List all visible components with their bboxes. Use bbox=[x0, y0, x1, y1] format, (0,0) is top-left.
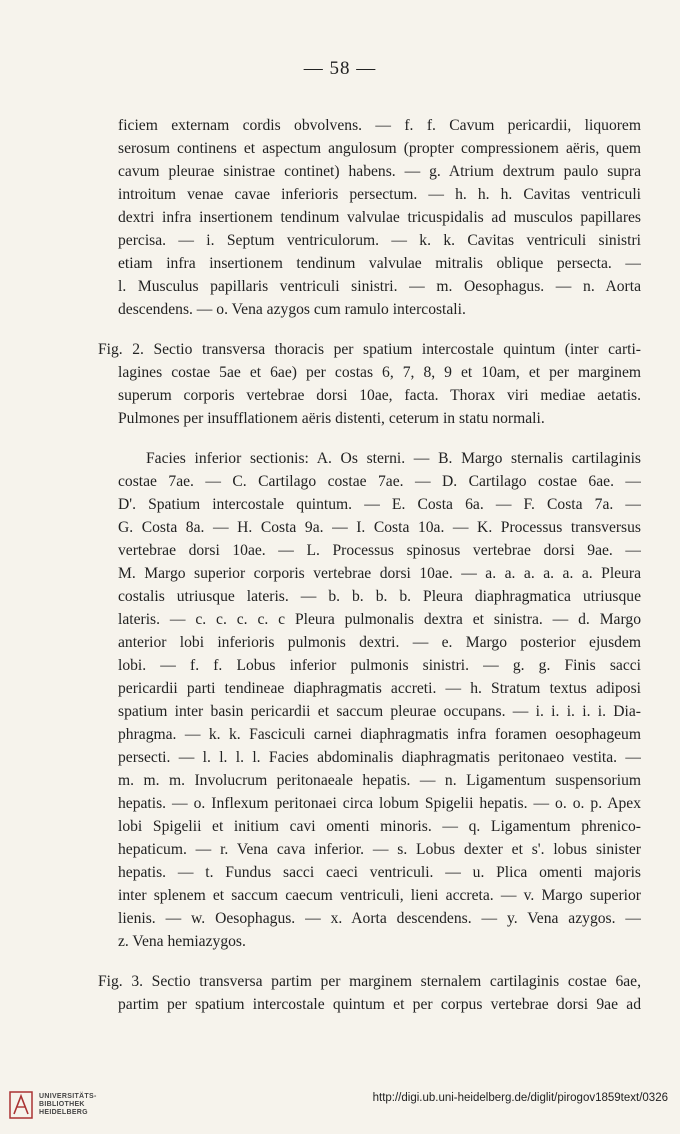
text-line: percisa. — i. Septum ventriculorum. — k. k. Cavitas ventriculi sinistri bbox=[118, 232, 641, 249]
text-line: superum corporis vertebrae dorsi 10ae, facta. Thorax viri mediae aetatis. bbox=[118, 387, 641, 404]
text-line: descendens. — o. Vena azygos cum ramulo intercostali. bbox=[118, 301, 466, 318]
text-line: lobi Spigelii et initium cavi omenti minoris. — q. Ligamentum phrenico- bbox=[118, 818, 641, 835]
text-line: persecti. — l. l. l. l. Facies abdominalis diaphragmatis peritonaeo vestita. — bbox=[118, 749, 641, 766]
text-line: l. Musculus papillaris ventriculi sinistri. — m. Oesophagus. — n. Aorta bbox=[118, 278, 641, 295]
text-line: anterior lobi inferioris pulmonis dextri. — e. Margo posterior ejusdem bbox=[118, 634, 641, 651]
text-line: Pulmones per insufflationem aëris distenti, ceterum in statu normali. bbox=[118, 410, 545, 427]
text-line: D'. Spatium intercostale quintum. — E. Costa 6a. — F. Costa 7a. — bbox=[118, 496, 641, 513]
text-line: G. Costa 8a. — H. Costa 9a. — I. Costa 10a. — K. Processus transversus bbox=[118, 519, 641, 536]
library-emblem-icon bbox=[8, 1090, 34, 1120]
figure-3-caption: Fig. 3. Sectio transversa partim per marginem sternalem cartilaginis costae 6ae, bbox=[98, 973, 641, 990]
text-line: costalis utriusque lateris. — b. b. b. b. Pleura diaphragmatica utriusque bbox=[118, 588, 641, 605]
text-line: spatium inter basin pericardii et saccum pleurae occupans. — i. i. i. i. i. Dia- bbox=[118, 703, 641, 720]
text-line: lobi. — f. f. Lobus inferior pulmonis sinistri. — g. g. Finis sacci bbox=[118, 657, 641, 674]
text-line: phragma. — k. k. Fasciculi carnei diaphragmatis infra foramen oesophageum bbox=[118, 726, 641, 743]
text-line: lienis. — w. Oesophagus. — x. Aorta descendens. — y. Vena azygos. — bbox=[118, 910, 641, 927]
library-name-line: BIBLIOTHEK bbox=[39, 1101, 85, 1108]
text-line: serosum continens et aspectum angulosum (propter compressionem aëris, quem bbox=[118, 140, 641, 157]
text-line: lateris. — c. c. c. c. c Pleura pulmonalis dextra et sinistra. — d. Margo bbox=[118, 611, 641, 628]
text-line: inter splenem et saccum caecum ventriculi, lieni accreta. — v. Margo superior bbox=[118, 887, 641, 904]
text-line: hepaticum. — r. Vena cava inferior. — s. Lobus dexter et s'. lobus sinister bbox=[118, 841, 641, 858]
library-name bbox=[39, 1093, 97, 1117]
library-logo bbox=[8, 1090, 97, 1120]
figure-2-caption: Fig. 2. Sectio transversa thoracis per spatium intercostale quintum (inter carti- bbox=[98, 341, 641, 358]
text-line: m. m. m. Involucrum peritonaeale hepatis. — n. Ligamentum suspensorium bbox=[118, 772, 641, 789]
text-line: partim per spatium intercostale quintum et per corpus vertebrae dorsi 9ae ad bbox=[118, 996, 641, 1013]
text-line: cavum pleurae sinistrae continet) habens. — g. Atrium dextrum paulo supra bbox=[118, 163, 641, 180]
library-name-line: UNIVERSITÄTS- bbox=[39, 1093, 97, 1100]
source-url[interactable]: http://digi.ub.uni-heidelberg.de/diglit/pirogov1859text/0326 bbox=[372, 1092, 668, 1104]
text-line: z. Vena hemiazygos. bbox=[118, 933, 246, 950]
text-line: ficiem externam cordis obvolvens. — f. f. Cavum pericardii, liquorem bbox=[118, 117, 641, 134]
text-line: hepatis. — o. Inflexum peritonaei circa lobum Spigelii hepatis. — o. o. p. Apex bbox=[118, 795, 641, 812]
text-line: pericardii parti tendineae diaphragmatis accreti. — h. Stratum textus adiposi bbox=[118, 680, 641, 697]
text-line: costae 7ae. — C. Cartilago costae 7ae. — D. Cartilago costae 6ae. — bbox=[118, 473, 641, 490]
page-number: — 58 — bbox=[303, 58, 377, 79]
text-line: lagines costae 5ae et 6ae) per costas 6, 7, 8, 9 et 10am, et per marginem bbox=[118, 364, 641, 381]
text-line: M. Margo superior corporis vertebrae dorsi 10ae. — a. a. a. a. a. a. Pleura bbox=[118, 565, 641, 582]
text-line: introitum venae cavae inferioris persectum. — h. h. h. Cavitas ventriculi bbox=[118, 186, 641, 203]
text-line: dextri infra insertionem tendinum valvulae tricuspidalis ad musculos papillares bbox=[118, 209, 641, 226]
text-line: Facies inferior sectionis: A. Os sterni. — B. Margo sternalis cartilaginis bbox=[146, 450, 641, 467]
library-name-line: HEIDELBERG bbox=[39, 1109, 88, 1116]
text-line: vertebrae dorsi 10ae. — L. Processus spinosus vertebrae dorsi 9ae. — bbox=[118, 542, 641, 559]
text-line: hepatis. — t. Fundus sacci caeci ventriculi. — u. Plica omenti majoris bbox=[118, 864, 641, 881]
text-line: etiam infra insertionem tendinum valvulae mitralis oblique persecta. — bbox=[118, 255, 641, 272]
